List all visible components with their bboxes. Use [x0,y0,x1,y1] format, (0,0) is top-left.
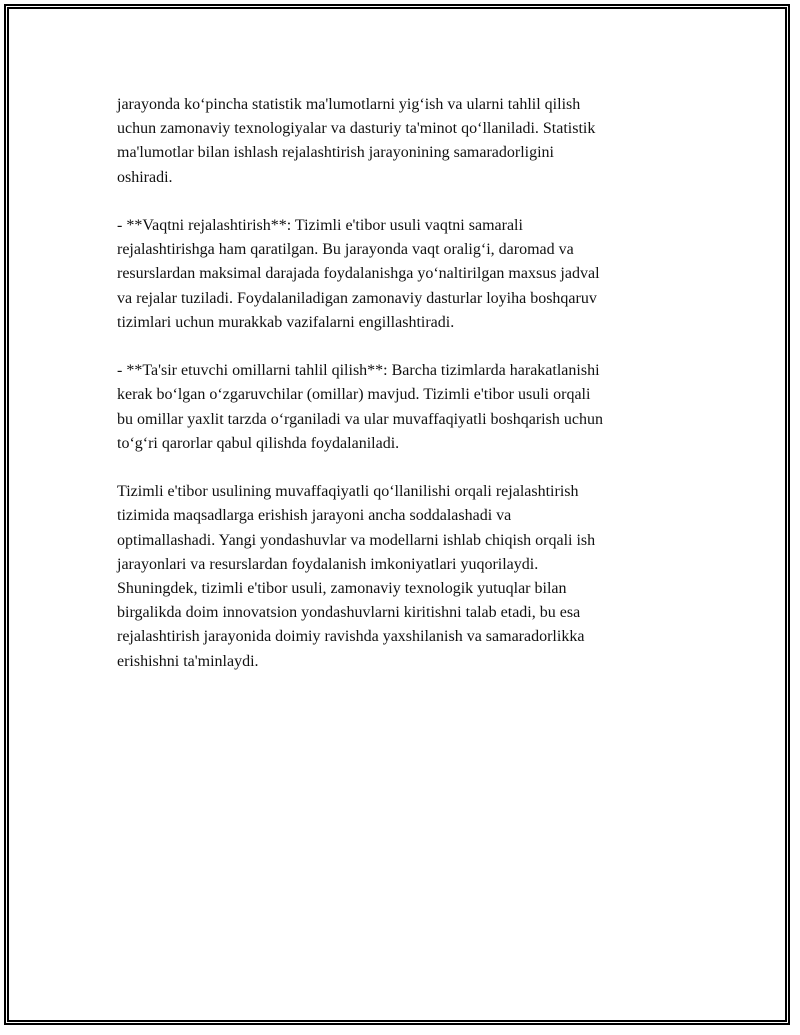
document-body [117,93,685,698]
paragraph-statistics: jarayonda ko‘pincha statistik ma'lumotlarni yig‘ish va ularni tahlil qilish uchun zamonaviy texnologiyalar va dasturiy ta'minot qo‘llaniladi. Statistik ma'lumotlar bilan ishlash rejalashtirish jarayonining samaradorligini oshiradi. [117,96,596,186]
paragraph-factor-analysis: - **Ta'sir etuvchi omillarni tahlil qilish**: Barcha tizimlarda harakatlanishi kerak bo‘lgan o‘zgaruvchilar (omillar) mavjud. Tizimli e'tibor usuli orqali bu omillar yaxlit tarzda o‘rganiladi va ular muvaffaqiyatli boshqarish uchun to‘g‘ri qarorlar qabul qilishda foydalaniladi. [117,362,603,452]
paragraph-conclusion: Tizimli e'tibor usulining muvaffaqiyatli qo‘llanilishi orqali rejalashtirish tizimida maqsadlarga erishish jarayoni ancha soddalashadi va optimallashadi. Yangi yondashuvlar va modellarni ishlab chiqish orqali ish jarayonlari va resurslardan foydalanish imkoniyatlari yuqorilaydi. Shuningdek, tizimli e'tibor usuli, zamonaviy texnologik yutuqlar bilan birgalikda doim innovatsion yondashuvlarni kiritishni talab etadi, bu esa rejalashtirish jarayonida doimiy ravishda yaxshilanish va samaradorlikka erishishni ta'minlaydi. [117,483,596,670]
paragraph-time-planning: - **Vaqtni rejalashtirish**: Tizimli e'tibor usuli vaqtni samarali rejalashtirishga ham qaratilgan. Bu jarayonda vaqt oralig‘i, daromad va resurslardan maksimal darajada foydalanishga yo‘naltirilgan maxsus jadval va rejalar tuziladi. Foydalaniladigan zamonaviy dasturlar loyiha boshqaruv tizimlari uchun murakkab vazifalarni engillashtiradi. [117,217,600,331]
